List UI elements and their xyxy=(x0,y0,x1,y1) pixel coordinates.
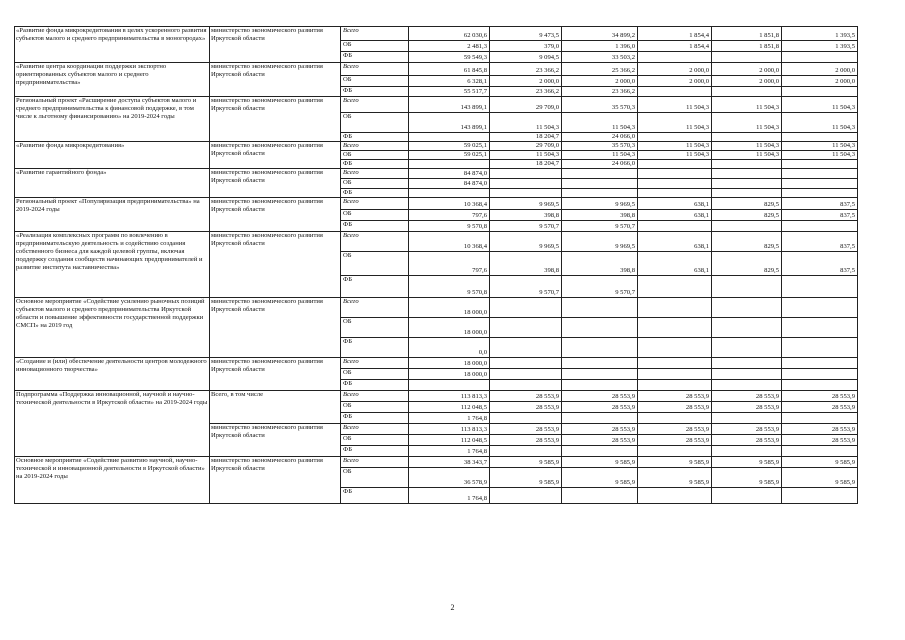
amount-cell: 28 553,9 xyxy=(490,401,562,412)
amount-cell xyxy=(638,379,712,390)
amount-cell xyxy=(782,368,858,379)
amount-cell xyxy=(490,412,562,423)
amount-cell: 9 585,9 xyxy=(712,467,782,487)
amount-cell xyxy=(562,368,638,379)
measure-name: «Развитие фонда микрокредитования» xyxy=(15,142,210,169)
executor-cell: министерство экономического развития Иркутской области xyxy=(210,27,341,63)
amount-cell xyxy=(712,357,782,368)
measure-name: Региональный проект «Расширение доступа субъектов малого и среднего предпринимательства к финансовой поддержке, в том числе к льготному финансированию» на 2019-2024 годы xyxy=(15,97,210,142)
funding-source: Всего xyxy=(341,456,409,467)
amount-cell: 2 000,0 xyxy=(712,63,782,76)
amount-cell: 638,1 xyxy=(638,231,712,251)
amount-cell: 23 366,2 xyxy=(562,87,638,97)
funding-source: ФБ xyxy=(341,87,409,97)
funding-source: ОБ xyxy=(341,178,409,188)
amount-cell xyxy=(490,357,562,368)
amount-cell: 28 553,9 xyxy=(638,434,712,445)
funding-source: ФБ xyxy=(341,337,409,357)
executor-cell: министерство экономического развития Иркутской области xyxy=(210,456,341,503)
funding-source: ОБ xyxy=(341,113,409,133)
amount-cell: 9 585,9 xyxy=(490,467,562,487)
amount-cell: 837,5 xyxy=(782,209,858,220)
amount-cell xyxy=(638,275,712,297)
amount-cell xyxy=(712,168,782,178)
amount-cell xyxy=(712,297,782,317)
amount-cell: 6 328,1 xyxy=(409,76,490,87)
amount-cell: 829,5 xyxy=(712,251,782,275)
amount-cell xyxy=(638,357,712,368)
amount-cell: 9 969,5 xyxy=(562,231,638,251)
amount-cell: 28 553,9 xyxy=(712,390,782,401)
funding-source: Всего xyxy=(341,423,409,434)
amount-cell: 2 000,0 xyxy=(782,76,858,87)
executor-cell: министерство экономического развития Иркутской области xyxy=(210,63,341,97)
amount-cell xyxy=(490,188,562,197)
amount-cell xyxy=(782,337,858,357)
funding-source: Всего xyxy=(341,142,409,151)
measure-name: Основное мероприятие «Содействие развитию научной, научно-технической и инновационной деятельности в Иркутской области» на 2019-2024 годы xyxy=(15,456,210,503)
funding-source: ОБ xyxy=(341,401,409,412)
amount-cell: 829,5 xyxy=(712,231,782,251)
amount-cell xyxy=(712,337,782,357)
amount-cell: 33 503,2 xyxy=(562,52,638,63)
amount-cell: 9 473,5 xyxy=(490,27,562,41)
amount-cell: 24 066,0 xyxy=(562,159,638,168)
amount-cell: 0,0 xyxy=(409,337,490,357)
amount-cell xyxy=(712,52,782,63)
amount-cell xyxy=(638,445,712,456)
amount-cell xyxy=(638,317,712,337)
amount-cell: 9 570,7 xyxy=(562,275,638,297)
amount-cell: 11 504,3 xyxy=(712,113,782,133)
amount-cell: 2 000,0 xyxy=(638,63,712,76)
funding-source: ФБ xyxy=(341,412,409,423)
amount-cell xyxy=(782,412,858,423)
amount-cell xyxy=(562,487,638,503)
amount-cell: 2 000,0 xyxy=(712,76,782,87)
amount-cell: 9 585,9 xyxy=(562,467,638,487)
amount-cell xyxy=(782,133,858,142)
executor-cell: министерство экономического развития Иркутской области xyxy=(210,231,341,297)
table-row xyxy=(15,390,858,401)
amount-cell: 2 481,3 xyxy=(409,41,490,52)
amount-cell: 28 553,9 xyxy=(562,390,638,401)
amount-cell xyxy=(782,178,858,188)
table-row xyxy=(15,456,858,467)
funding-source: Всего xyxy=(341,231,409,251)
amount-cell xyxy=(782,159,858,168)
amount-cell: 35 570,3 xyxy=(562,142,638,151)
funding-source: Всего xyxy=(341,27,409,41)
table-row xyxy=(15,231,858,251)
amount-cell: 9 094,5 xyxy=(490,52,562,63)
funding-source: ОБ xyxy=(341,76,409,87)
amount-cell: 1 396,0 xyxy=(562,41,638,52)
funding-source: Всего xyxy=(341,63,409,76)
amount-cell: 84 874,0 xyxy=(409,168,490,178)
amount-cell xyxy=(562,168,638,178)
amount-cell: 2 000,0 xyxy=(490,76,562,87)
amount-cell: 9 969,5 xyxy=(490,197,562,209)
amount-cell: 11 504,3 xyxy=(712,151,782,160)
amount-cell: 11 504,3 xyxy=(490,113,562,133)
amount-cell: 9 570,8 xyxy=(409,220,490,231)
funding-source: Всего xyxy=(341,357,409,368)
executor-cell: Всего, в том числе xyxy=(210,390,341,423)
amount-cell: 55 517,7 xyxy=(409,87,490,97)
amount-cell: 143 899,1 xyxy=(409,97,490,113)
amount-cell xyxy=(782,379,858,390)
amount-cell xyxy=(782,317,858,337)
amount-cell: 59 549,3 xyxy=(409,52,490,63)
amount-cell: 18 000,0 xyxy=(409,357,490,368)
table-row xyxy=(15,97,858,113)
amount-cell: 829,5 xyxy=(712,197,782,209)
amount-cell: 797,6 xyxy=(409,209,490,220)
amount-cell xyxy=(782,357,858,368)
amount-cell: 9 570,7 xyxy=(562,220,638,231)
amount-cell: 11 504,3 xyxy=(638,113,712,133)
amount-cell xyxy=(409,188,490,197)
amount-cell: 837,5 xyxy=(782,197,858,209)
amount-cell xyxy=(638,188,712,197)
funding-source: ФБ xyxy=(341,52,409,63)
funding-source: Всего xyxy=(341,390,409,401)
amount-cell xyxy=(638,159,712,168)
amount-cell: 11 504,3 xyxy=(782,142,858,151)
funding-source: Всего xyxy=(341,297,409,317)
amount-cell xyxy=(782,297,858,317)
amount-cell: 379,0 xyxy=(490,41,562,52)
amount-cell: 61 845,8 xyxy=(409,63,490,76)
budget-table xyxy=(14,26,858,504)
amount-cell: 28 553,9 xyxy=(562,434,638,445)
amount-cell xyxy=(490,368,562,379)
amount-cell xyxy=(638,337,712,357)
executor-cell: министерство экономического развития Иркутской области xyxy=(210,97,341,142)
funding-source: ФБ xyxy=(341,188,409,197)
amount-cell: 2 000,0 xyxy=(782,63,858,76)
amount-cell: 398,8 xyxy=(562,251,638,275)
amount-cell xyxy=(409,159,490,168)
measure-name: «Развитие фонда микрокредитования в целях ускоренного развития субъектов малого и среднего предпринимательства в моногородах» xyxy=(15,27,210,63)
amount-cell xyxy=(562,297,638,317)
amount-cell: 28 553,9 xyxy=(562,423,638,434)
funding-source: ОБ xyxy=(341,317,409,337)
amount-cell: 11 504,3 xyxy=(782,113,858,133)
amount-cell: 9 570,7 xyxy=(490,275,562,297)
amount-cell: 28 553,9 xyxy=(712,423,782,434)
amount-cell: 29 709,0 xyxy=(490,97,562,113)
amount-cell xyxy=(638,297,712,317)
table-row xyxy=(15,63,858,76)
amount-cell: 9 585,9 xyxy=(782,456,858,467)
amount-cell: 10 368,4 xyxy=(409,231,490,251)
amount-cell xyxy=(712,188,782,197)
amount-cell: 28 553,9 xyxy=(638,423,712,434)
amount-cell: 11 504,3 xyxy=(490,151,562,160)
amount-cell xyxy=(782,220,858,231)
amount-cell xyxy=(562,357,638,368)
amount-cell: 24 066,0 xyxy=(562,133,638,142)
amount-cell xyxy=(782,188,858,197)
amount-cell xyxy=(712,178,782,188)
amount-cell xyxy=(638,178,712,188)
table-row xyxy=(15,142,858,151)
amount-cell: 28 553,9 xyxy=(712,401,782,412)
executor-cell: министерство экономического развития Иркутской области xyxy=(210,297,341,357)
amount-cell: 113 813,3 xyxy=(409,390,490,401)
amount-cell xyxy=(490,168,562,178)
amount-cell: 28 553,9 xyxy=(562,401,638,412)
amount-cell: 59 025,1 xyxy=(409,142,490,151)
amount-cell: 398,8 xyxy=(562,209,638,220)
executor-cell: министерство экономического развития Иркутской области xyxy=(210,197,341,231)
amount-cell: 11 504,3 xyxy=(638,151,712,160)
amount-cell xyxy=(638,487,712,503)
amount-cell xyxy=(782,168,858,178)
amount-cell: 398,8 xyxy=(490,209,562,220)
amount-cell xyxy=(490,487,562,503)
amount-cell: 28 553,9 xyxy=(638,390,712,401)
amount-cell: 38 343,7 xyxy=(409,456,490,467)
table-row xyxy=(15,357,858,368)
amount-cell xyxy=(490,379,562,390)
amount-cell: 62 030,6 xyxy=(409,27,490,41)
amount-cell xyxy=(490,317,562,337)
amount-cell xyxy=(782,87,858,97)
amount-cell xyxy=(638,368,712,379)
amount-cell: 11 504,3 xyxy=(712,97,782,113)
funding-source: ОБ xyxy=(341,368,409,379)
amount-cell xyxy=(562,379,638,390)
executor-cell: министерство экономического развития Иркутской области xyxy=(210,423,341,456)
amount-cell: 797,6 xyxy=(409,251,490,275)
amount-cell xyxy=(712,412,782,423)
amount-cell xyxy=(409,133,490,142)
amount-cell: 112 048,5 xyxy=(409,434,490,445)
amount-cell xyxy=(562,178,638,188)
amount-cell xyxy=(562,188,638,197)
amount-cell: 84 874,0 xyxy=(409,178,490,188)
amount-cell xyxy=(712,133,782,142)
amount-cell xyxy=(712,275,782,297)
amount-cell xyxy=(562,445,638,456)
amount-cell xyxy=(562,337,638,357)
amount-cell: 9 585,9 xyxy=(782,467,858,487)
amount-cell: 398,8 xyxy=(490,251,562,275)
amount-cell: 112 048,5 xyxy=(409,401,490,412)
table-row xyxy=(15,297,858,317)
amount-cell xyxy=(490,297,562,317)
amount-cell: 638,1 xyxy=(638,251,712,275)
amount-cell: 18 204,7 xyxy=(490,133,562,142)
amount-cell: 9 585,9 xyxy=(638,467,712,487)
amount-cell: 1 764,8 xyxy=(409,487,490,503)
amount-cell: 18 204,7 xyxy=(490,159,562,168)
measure-name: «Развитие центра координации поддержки экспортно ориентированных субъектов малого и среднего предпринимательства» xyxy=(15,63,210,97)
amount-cell: 9 585,9 xyxy=(712,456,782,467)
amount-cell: 837,5 xyxy=(782,251,858,275)
amount-cell xyxy=(782,487,858,503)
amount-cell xyxy=(638,412,712,423)
amount-cell: 18 000,0 xyxy=(409,317,490,337)
amount-cell: 59 025,1 xyxy=(409,151,490,160)
measure-name: «Реализация комплексных программ по вовлечению в предпринимательскую деятельность и содействию создания собственного бизнеса для каждой целевой группы, включая поддержку создания сообществ начинающих предпринимателей и развитие института наставничества» xyxy=(15,231,210,297)
amount-cell: 638,1 xyxy=(638,197,712,209)
amount-cell xyxy=(712,368,782,379)
amount-cell xyxy=(562,412,638,423)
measure-name: Региональный проект «Популяризация предпринимательства» на 2019-2024 годы xyxy=(15,197,210,231)
amount-cell: 837,5 xyxy=(782,231,858,251)
amount-cell xyxy=(490,337,562,357)
amount-cell xyxy=(712,159,782,168)
amount-cell xyxy=(712,379,782,390)
executor-cell: министерство экономического развития Иркутской области xyxy=(210,168,341,197)
amount-cell: 1 764,8 xyxy=(409,412,490,423)
amount-cell: 11 504,3 xyxy=(562,151,638,160)
amount-cell: 10 368,4 xyxy=(409,197,490,209)
amount-cell: 29 709,0 xyxy=(490,142,562,151)
amount-cell xyxy=(712,487,782,503)
funding-source: ОБ xyxy=(341,251,409,275)
measure-name: Основное мероприятие «Содействие усилению рыночных позиций субъектов малого и среднего предпринимательства Иркутской области и повышение эффективности государственной поддержки СМСП» на 2019 год xyxy=(15,297,210,357)
amount-cell: 35 570,3 xyxy=(562,97,638,113)
amount-cell: 18 000,0 xyxy=(409,368,490,379)
table-row xyxy=(15,27,858,41)
funding-source: ФБ xyxy=(341,275,409,297)
amount-cell: 9 969,5 xyxy=(490,231,562,251)
amount-cell: 113 813,3 xyxy=(409,423,490,434)
amount-cell: 1 854,4 xyxy=(638,41,712,52)
amount-cell xyxy=(712,220,782,231)
amount-cell xyxy=(638,168,712,178)
amount-cell: 829,5 xyxy=(712,209,782,220)
measure-name: «Развитие гарантийного фонда» xyxy=(15,168,210,197)
amount-cell xyxy=(409,379,490,390)
amount-cell: 18 000,0 xyxy=(409,297,490,317)
funding-source: ФБ xyxy=(341,445,409,456)
amount-cell xyxy=(562,317,638,337)
amount-cell: 1 393,5 xyxy=(782,27,858,41)
funding-source: ОБ xyxy=(341,467,409,487)
funding-source: ОБ xyxy=(341,434,409,445)
measure-name: Подпрограмма «Поддержка инновационной, научной и научно-технической деятельности в Иркутской области» на 2019-2024 годы xyxy=(15,390,210,456)
amount-cell: 28 553,9 xyxy=(490,434,562,445)
amount-cell xyxy=(712,87,782,97)
amount-cell: 28 553,9 xyxy=(782,434,858,445)
amount-cell xyxy=(490,445,562,456)
amount-cell: 11 504,3 xyxy=(782,97,858,113)
amount-cell xyxy=(782,445,858,456)
amount-cell: 9 585,9 xyxy=(490,456,562,467)
funding-source: ОБ xyxy=(341,209,409,220)
amount-cell: 34 899,2 xyxy=(562,27,638,41)
amount-cell: 143 899,1 xyxy=(409,113,490,133)
amount-cell xyxy=(782,275,858,297)
amount-cell: 25 366,2 xyxy=(562,63,638,76)
amount-cell: 9 570,7 xyxy=(490,220,562,231)
amount-cell: 9 570,8 xyxy=(409,275,490,297)
amount-cell xyxy=(638,133,712,142)
amount-cell: 1 393,5 xyxy=(782,41,858,52)
amount-cell xyxy=(712,317,782,337)
amount-cell xyxy=(638,220,712,231)
funding-source: Всего xyxy=(341,97,409,113)
funding-source: ФБ xyxy=(341,133,409,142)
amount-cell: 23 366,2 xyxy=(490,87,562,97)
funding-source: ОБ xyxy=(341,41,409,52)
amount-cell: 11 504,3 xyxy=(562,113,638,133)
amount-cell: 23 366,2 xyxy=(490,63,562,76)
funding-source: ФБ xyxy=(341,487,409,503)
amount-cell: 28 553,9 xyxy=(490,390,562,401)
funding-source: ОБ xyxy=(341,151,409,160)
amount-cell xyxy=(638,87,712,97)
amount-cell: 1 764,8 xyxy=(409,445,490,456)
table-row xyxy=(15,168,858,178)
measure-name: «Создание и (или) обеспечение деятельности центров молодежного инновационного творчества» xyxy=(15,357,210,390)
amount-cell: 28 553,9 xyxy=(782,401,858,412)
amount-cell: 2 000,0 xyxy=(562,76,638,87)
table-row xyxy=(15,197,858,209)
amount-cell: 9 969,5 xyxy=(562,197,638,209)
executor-cell: министерство экономического развития Иркутской области xyxy=(210,142,341,169)
amount-cell: 11 504,3 xyxy=(782,151,858,160)
funding-source: ФБ xyxy=(341,220,409,231)
amount-cell xyxy=(782,52,858,63)
executor-cell: министерство экономического развития Иркутской области xyxy=(210,357,341,390)
funding-source: ФБ xyxy=(341,379,409,390)
amount-cell: 2 000,0 xyxy=(638,76,712,87)
amount-cell: 1 851,8 xyxy=(712,27,782,41)
funding-source: ФБ xyxy=(341,159,409,168)
amount-cell: 11 504,3 xyxy=(638,142,712,151)
amount-cell xyxy=(638,52,712,63)
amount-cell: 11 504,3 xyxy=(712,142,782,151)
amount-cell: 1 851,8 xyxy=(712,41,782,52)
amount-cell: 638,1 xyxy=(638,209,712,220)
amount-cell xyxy=(490,178,562,188)
amount-cell: 28 553,9 xyxy=(782,390,858,401)
amount-cell: 28 553,9 xyxy=(712,434,782,445)
amount-cell: 28 553,9 xyxy=(782,423,858,434)
page-number: 2 xyxy=(450,603,455,612)
amount-cell: 1 854,4 xyxy=(638,27,712,41)
amount-cell xyxy=(712,445,782,456)
funding-source: Всего xyxy=(341,197,409,209)
amount-cell: 28 553,9 xyxy=(638,401,712,412)
funding-source: Всего xyxy=(341,168,409,178)
amount-cell: 11 504,3 xyxy=(638,97,712,113)
amount-cell: 28 553,9 xyxy=(490,423,562,434)
amount-cell: 9 585,9 xyxy=(562,456,638,467)
amount-cell: 9 585,9 xyxy=(638,456,712,467)
amount-cell: 36 578,9 xyxy=(409,467,490,487)
